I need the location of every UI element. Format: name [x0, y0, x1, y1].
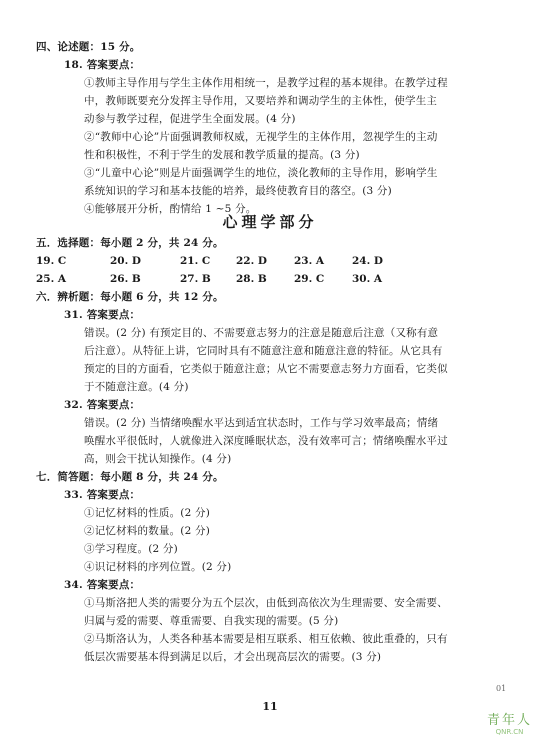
q18-line-7: 系统知识的学习和基本技能的培养，最终使教育目的落空。(3 分) [84, 185, 392, 197]
psychology-section-title: 心理学部分 [222, 213, 318, 231]
q33-line-2: ②记忆材料的数量。(2 分) [84, 525, 211, 537]
answer-23: 23. A [294, 255, 325, 267]
part7-heading: 七．简答题：每小题 8 分，共 24 分。 [36, 471, 224, 483]
q33-line-1: ①记忆材料的性质。(2 分) [84, 507, 211, 519]
answer-27: 27. B [180, 273, 211, 285]
page-number: 11 [262, 700, 278, 713]
q31-title: 31. 答案要点： [64, 309, 141, 321]
q31-line-1: 错误。(2 分) 有预定目的、不需要意志努力的注意是随意后注意（又称有意 [84, 327, 439, 339]
answer-20: 20. D [110, 255, 142, 267]
q33-line-4: ④识记材料的序列位置。(2 分) [84, 561, 232, 573]
part4-heading: 四、论述题：15 分。 [36, 41, 141, 53]
q18-line-8: ④能够展开分析，酌情给 1 ~5 分。 [84, 203, 257, 215]
answer-22: 22. D [236, 255, 268, 267]
q31-line-4: 于不随意注意。(4 分) [84, 381, 189, 393]
watermark-cn: 青年人 [486, 713, 532, 728]
answer-24: 24. D [352, 255, 384, 267]
q34-line-1: ①马斯洛把人类的需要分为五个层次，由低到高依次为生理需要、安全需要、 [84, 597, 448, 609]
q18-line-4: ②“教师中心论”片面强调教师权威，无视学生的主体作用，忽视学生的主动 [84, 131, 438, 143]
answer-29: 29. C [294, 273, 325, 285]
watermark-en: QNR.CN [495, 728, 524, 736]
q18-title: 18. 答案要点： [64, 59, 141, 71]
q34-line-4: 低层次需要基本得到满足以后，才会出现高层次的需要。(3 分) [84, 651, 382, 663]
answer-26: 26. B [110, 273, 141, 285]
watermark-logo [487, 709, 532, 736]
q18-line-6: ③“儿童中心论”则是片面强调学生的地位，淡化教师的主导作用，影响学生 [84, 167, 438, 179]
q34-line-2: 归属与爱的需要、尊重需要、自我实现的需要。(5 分) [84, 615, 339, 627]
part5-heading: 五．选择题：每小题 2 分，共 24 分。 [36, 237, 224, 249]
q33-line-3: ③学习程度。(2 分) [84, 543, 178, 555]
answer-21: 21. C [180, 255, 211, 267]
answer-30: 30. A [352, 273, 383, 285]
part6-heading: 六．辨析题：每小题 6 分，共 12 分。 [36, 291, 224, 303]
q32-line-1: 错误。(2 分) 当情绪唤醒水平达到适宜状态时，工作与学习效率最高；情绪 [84, 417, 439, 429]
q18-line-1: ①教师主导作用与学生主体作用相统一，是教学过程的基本规律。在教学过程 [84, 77, 448, 89]
answer-28: 28. B [236, 273, 267, 285]
answer-19: 19. C [36, 255, 67, 267]
q32-line-2: 唤醒水平很低时，人就像进入深度睡眠状态，没有效率可言；情绪唤醒水平过 [84, 435, 448, 447]
q34-line-3: ②马斯洛认为，人类各种基本需要是相互联系、相互依赖、彼此重叠的，只有 [84, 633, 448, 645]
q18-line-3: 动参与教学过程，促进学生全面发展。(4 分) [84, 113, 296, 125]
q31-line-2: 后注意）。从特征上讲，它同时具有不随意注意和随意注意的特征。从它具有 [84, 345, 443, 357]
q34-title: 34. 答案要点： [64, 579, 141, 591]
q18-line-2: 中，教师既要充分发挥主导作用，又要培养和调动学生的主体性，使学生主 [84, 95, 438, 107]
answer-25: 25. A [36, 273, 67, 285]
q33-title: 33. 答案要点： [64, 489, 141, 501]
q32-title: 32. 答案要点： [64, 399, 141, 411]
q31-line-3: 预定的目的方面看，它类似于随意注意；从它不需要意志努力方面看，它类似 [84, 363, 448, 375]
q32-line-3: 高，则会干扰认知操作。(4 分) [84, 453, 232, 465]
margin-mark: 01 [496, 684, 507, 693]
q18-line-5: 性和积极性，不利于学生的发展和教学质量的提高。(3 分) [84, 149, 360, 161]
